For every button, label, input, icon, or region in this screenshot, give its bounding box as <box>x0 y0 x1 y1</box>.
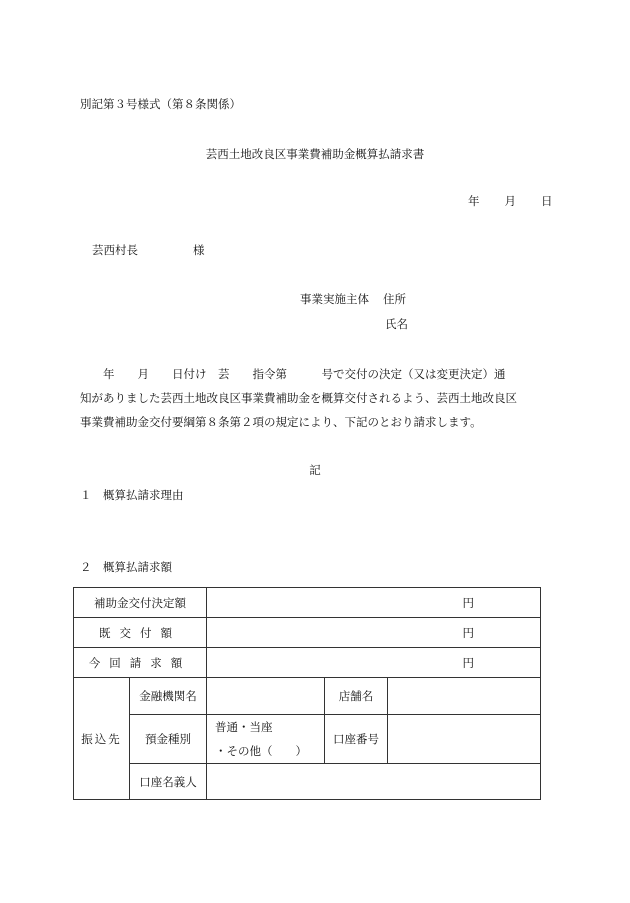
account-holder-label: 口座名義人 <box>130 764 207 800</box>
deposit-type-options <box>207 715 325 764</box>
request-amount-unit: 円 <box>207 648 541 678</box>
date-day: 日 <box>541 194 553 208</box>
date-year: 年 <box>468 194 480 208</box>
addressee-name: 芸西村長 <box>92 243 138 257</box>
request-amount-table <box>73 587 541 800</box>
table-row <box>74 618 541 648</box>
branch-label: 店舗名 <box>325 678 388 715</box>
document-title: 芸西土地改良区事業費補助金概算払請求書 <box>205 147 425 161</box>
addressee-honorific: 様 <box>193 243 205 257</box>
bank-name-value <box>207 678 325 715</box>
table-row <box>74 715 541 764</box>
table-row <box>74 764 541 800</box>
date-month: 月 <box>504 194 516 208</box>
addressee <box>92 242 205 258</box>
decided-amount-label: 補助金交付決定額 <box>74 588 207 618</box>
account-number-label: 口座番号 <box>325 715 388 764</box>
applicant-address-line <box>300 291 406 307</box>
account-holder-value <box>207 764 541 800</box>
decided-amount-unit: 円 <box>207 588 541 618</box>
form-label: 別記第３号様式（第８条関係） <box>80 97 241 111</box>
applicant-address-label: 住所 <box>383 292 406 306</box>
branch-value <box>388 678 541 715</box>
section-2-heading: ２ 概算払請求額 <box>80 560 172 574</box>
account-number-value <box>388 715 541 764</box>
ki-heading: 記 <box>309 463 321 477</box>
paid-amount-label: 既交付額 <box>74 618 207 648</box>
body-line-2: 知がありました芸西土地改良区事業費補助金を概算交付されるよう、芸西土地改良区 <box>80 391 517 405</box>
applicant-name-label: 氏名 <box>385 317 408 331</box>
table-row <box>74 648 541 678</box>
deposit-type-option-1: 普通・当座 <box>215 720 273 734</box>
section-1-heading: １ 概算払請求理由 <box>80 488 184 502</box>
paid-amount-unit: 円 <box>207 618 541 648</box>
applicant-entity-label: 事業実施主体 <box>300 292 369 306</box>
deposit-type-option-2: ・その他（ ） <box>215 744 307 758</box>
table-row <box>74 588 541 618</box>
body-line-3: 事業費補助金交付要綱第８条第２項の規定により、下記のとおり請求します。 <box>80 415 482 429</box>
table-row <box>74 678 541 715</box>
request-amount-label: 今回請求額 <box>74 648 207 678</box>
transfer-label: 振込先 <box>74 678 130 800</box>
date-line <box>468 193 553 209</box>
deposit-type-label: 預金種別 <box>130 715 207 764</box>
request-body-text <box>80 362 548 434</box>
body-line-1: 年 月 日付け 芸 指令第 号で交付の決定（又は変更決定）通 <box>80 367 506 381</box>
bank-name-label: 金融機関名 <box>130 678 207 715</box>
